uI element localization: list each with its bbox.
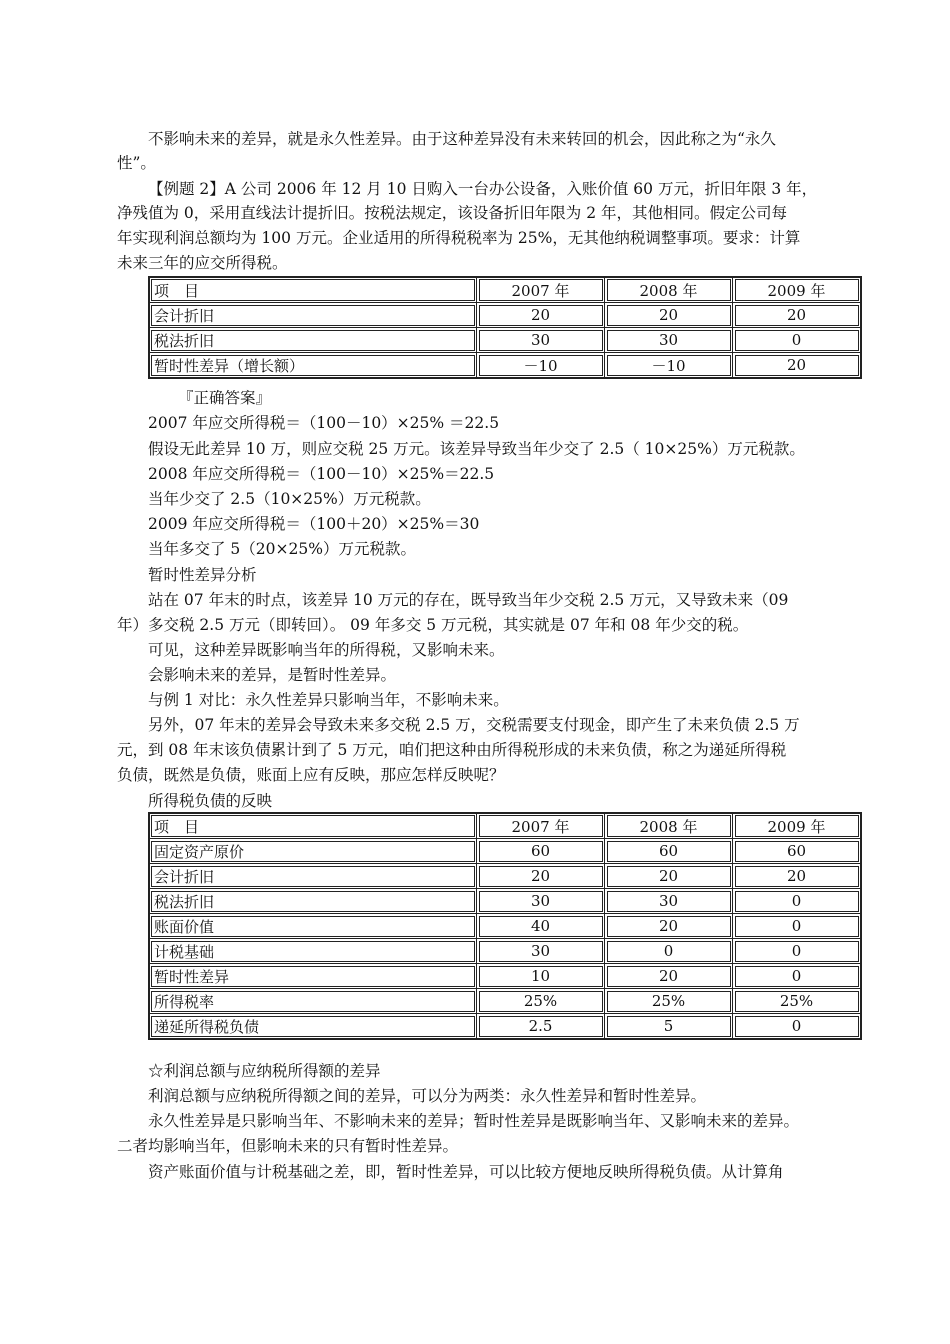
analysis-para-1b: 年）多交税 2.5 万元（即转回）。 09 年多交 5 万元税，其实就是 07 年和 08 年少交的税。 <box>117 616 749 634</box>
answer-line-6: 当年多交了 5（20×25%）万元税款。 <box>148 540 416 558</box>
answer-line-5: 2009 年应交所得税＝（100＋20）×25%＝30 <box>148 515 480 533</box>
table-cell: 计税基础 <box>149 939 477 964</box>
table-header-row <box>149 813 861 839</box>
table-row <box>149 864 861 889</box>
table-header-cell: 2009 年 <box>733 277 862 303</box>
analysis-para-4: 与例 1 对比：永久性差异只影响当年，不影响未来。 <box>148 691 509 709</box>
table-cell: 60 <box>477 839 605 864</box>
table-cell: 2.5 <box>477 1014 605 1040</box>
summary-title: ☆利润总额与应纳税所得额的差异 <box>148 1062 381 1080</box>
analysis-para-1a: 站在 07 年末的时点，该差异 10 万元的存在，既导致当年少交税 2.5 万元，又导致未来（09 <box>148 591 789 609</box>
table-row <box>149 328 861 353</box>
example-line-3: 年实现利润总额均为 100 万元。企业适用的所得税税率为 25%，无其他纳税调整事项。要求：计算 <box>117 229 801 247</box>
table-header-cell: 2008 年 <box>605 277 733 303</box>
table-cell: 20 <box>605 864 733 889</box>
table-cell: 账面价值 <box>149 914 477 939</box>
table-cell: 0 <box>733 328 862 353</box>
table-header-cell: 2008 年 <box>605 813 733 839</box>
table-row <box>149 303 861 328</box>
table-cell: 20 <box>733 303 862 328</box>
analysis-title: 暂时性差异分析 <box>148 566 257 584</box>
table-cell: 0 <box>733 914 862 939</box>
table-row <box>149 1014 861 1040</box>
table-cell: 25% <box>477 989 605 1014</box>
table-cell: 0 <box>733 1014 862 1040</box>
analysis-para-2: 可见，这种差异既影响当年的所得税，又影响未来。 <box>148 641 505 659</box>
table-cell: 所得税率 <box>149 989 477 1014</box>
table-cell: 60 <box>733 839 862 864</box>
table-cell: 20 <box>605 964 733 989</box>
example-line-1: 【例题 2】A 公司 2006 年 12 月 10 日购入一台办公设备，入账价值 60 万元，折旧年限 3 年， <box>148 180 818 198</box>
table-cell: 税法折旧 <box>149 889 477 914</box>
table-cell: 20 <box>477 864 605 889</box>
table-header-cell: 2007 年 <box>477 277 605 303</box>
table-cell: 0 <box>733 939 862 964</box>
table-cell: 0 <box>733 964 862 989</box>
deferred-tax-table <box>148 812 862 1040</box>
table-cell: 25% <box>605 989 733 1014</box>
table-cell: 30 <box>477 889 605 914</box>
table-cell: 20 <box>733 353 862 379</box>
summary-line-1: 利润总额与应纳税所得额之间的差异，可以分为两类：永久性差异和暂时性差异。 <box>148 1087 707 1105</box>
table-cell: 20 <box>733 864 862 889</box>
table-cell: 30 <box>477 328 605 353</box>
table-cell: 0 <box>733 889 862 914</box>
analysis-para-6: 所得税负债的反映 <box>148 792 273 810</box>
table-row <box>149 839 861 864</box>
table-header-cell: 2007 年 <box>477 813 605 839</box>
table-cell: 25% <box>733 989 862 1014</box>
table-cell: 5 <box>605 1014 733 1040</box>
analysis-para-5a: 另外，07 年末的差异会导致未来多交税 2.5 万，交税需要支付现金，即产生了未来负债 2.5 万 <box>148 716 800 734</box>
table-cell: 30 <box>605 889 733 914</box>
table-cell: 60 <box>605 839 733 864</box>
table-cell: 30 <box>477 939 605 964</box>
table-cell: 递延所得税负债 <box>149 1014 477 1040</box>
table-cell: 20 <box>605 303 733 328</box>
answer-title: 『正确答案』 <box>178 389 272 407</box>
summary-line-2a: 永久性差异是只影响当年、不影响未来的差异；暂时性差异是既影响当年、又影响未来的差异。 <box>148 1112 800 1130</box>
example-line-4: 未来三年的应交所得税。 <box>117 254 288 272</box>
table-cell: 20 <box>477 303 605 328</box>
intro-line-1: 不影响未来的差异，就是永久性差异。由于这种差异没有未来转回的机会，因此称之为“永久 <box>148 130 776 148</box>
table-cell: 暂时性差异 <box>149 964 477 989</box>
answer-line-4: 当年少交了 2.5（10×25%）万元税款。 <box>148 490 431 508</box>
table-cell: －10 <box>477 353 605 379</box>
analysis-para-5c: 负债，既然是负债，账面上应有反映，那应怎样反映呢？ <box>117 766 505 784</box>
table-row <box>149 964 861 989</box>
table-cell: 10 <box>477 964 605 989</box>
intro-line-2: 性”。 <box>117 154 156 172</box>
example-line-2: 净残值为 0，采用直线法计提折旧。按税法规定，该设备折旧年限为 2 年，其他相同。假定公司每 <box>117 204 788 222</box>
table-header-cell: 项 目 <box>149 277 477 303</box>
summary-line-2b: 二者均影响当年，但影响未来的只有暂时性差异。 <box>117 1137 459 1155</box>
table-row <box>149 914 861 939</box>
table-cell: 暂时性差异（增长额） <box>149 353 477 379</box>
answer-line-2: 假设无此差异 10 万，则应交税 25 万元。该差异导致当年少交了 2.5（ 10×25%）万元税款。 <box>148 440 805 458</box>
analysis-para-5b: 元，到 08 年末该负债累计到了 5 万元，咱们把这种由所得税形成的未来负债，称之为递延所得税 <box>117 741 787 759</box>
table-cell: －10 <box>605 353 733 379</box>
table-cell: 20 <box>605 914 733 939</box>
table-cell: 会计折旧 <box>149 303 477 328</box>
table-row <box>149 989 861 1014</box>
table-cell: 40 <box>477 914 605 939</box>
table-row <box>149 353 861 379</box>
table-header-cell: 项 目 <box>149 813 477 839</box>
table-cell: 0 <box>605 939 733 964</box>
table-header-row <box>149 277 861 303</box>
summary-line-3: 资产账面价值与计税基础之差，即，暂时性差异，可以比较方便地反映所得税负债。从计算角 <box>148 1163 784 1181</box>
answer-line-3: 2008 年应交所得税＝（100－10）×25%＝22.5 <box>148 465 495 483</box>
table-row <box>149 939 861 964</box>
analysis-para-3: 会影响未来的差异，是暂时性差异。 <box>148 666 397 684</box>
table-cell: 税法折旧 <box>149 328 477 353</box>
table-cell: 会计折旧 <box>149 864 477 889</box>
table-cell: 30 <box>605 328 733 353</box>
table-cell: 固定资产原价 <box>149 839 477 864</box>
answer-line-1: 2007 年应交所得税＝（100－10）×25% ＝22.5 <box>148 414 500 432</box>
table-header-cell: 2009 年 <box>733 813 862 839</box>
depreciation-table <box>148 276 862 379</box>
table-row <box>149 889 861 914</box>
